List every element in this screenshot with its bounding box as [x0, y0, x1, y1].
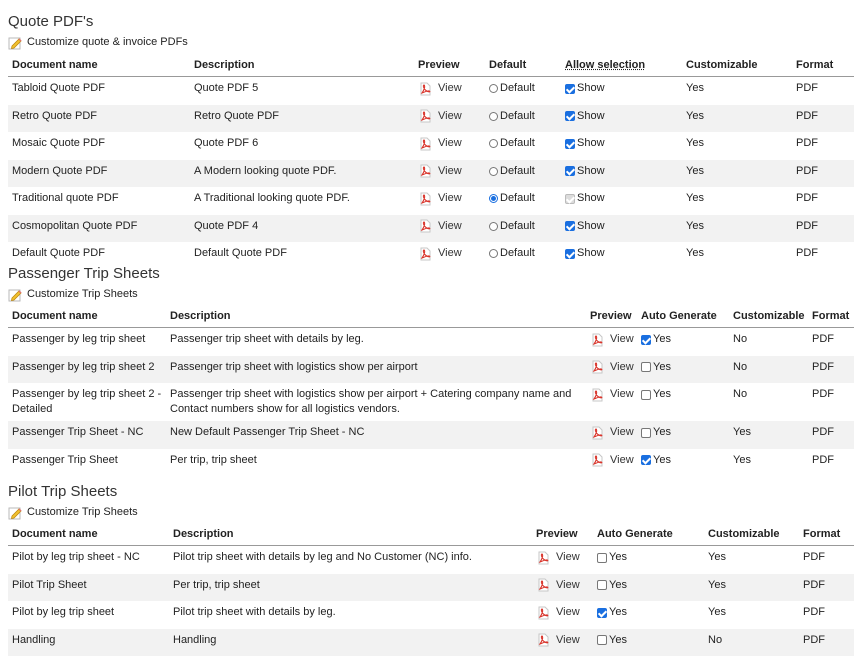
- table-row: [8, 105, 854, 133]
- format: PDF: [799, 574, 854, 602]
- customize-pilot-link[interactable]: [8, 504, 854, 521]
- auto-generate-cell: [593, 546, 704, 574]
- preview-cell: [414, 105, 485, 133]
- col-format: Format: [792, 54, 854, 77]
- allow-selection-header[interactable]: Allow selection: [565, 59, 645, 71]
- table-row: [8, 383, 854, 421]
- view-pdf-link[interactable]: [536, 633, 580, 648]
- description: Retro Quote PDF: [190, 105, 414, 133]
- description: Handling: [169, 629, 532, 656]
- auto-generate-checkbox[interactable]: [597, 633, 627, 648]
- pdf-icon: [536, 606, 550, 620]
- preview-cell: [414, 132, 485, 160]
- preview-cell: [532, 546, 593, 574]
- show-label: Show: [577, 191, 605, 206]
- passenger-title: Passenger Trip Sheets: [8, 264, 854, 284]
- view-label: View: [438, 164, 462, 179]
- col-preview: Preview: [414, 54, 485, 77]
- format: PDF: [808, 383, 854, 421]
- pilot-trip-sheets-section: [8, 482, 854, 656]
- show-checkbox[interactable]: [565, 136, 605, 151]
- preview-cell: [414, 187, 485, 215]
- checkbox-icon: [565, 249, 575, 259]
- document-name: Passenger Trip Sheet - NC: [8, 421, 166, 449]
- description: Per trip, trip sheet: [169, 574, 532, 602]
- col-description: Description: [190, 54, 414, 77]
- view-pdf-link[interactable]: [590, 387, 634, 402]
- customizable: Yes: [682, 215, 792, 243]
- auto-generate-label: Yes: [609, 578, 627, 593]
- allow-selection-cell: [561, 160, 682, 188]
- default-radio[interactable]: [489, 219, 535, 234]
- preview-cell: [586, 356, 637, 384]
- pdf-icon: [590, 453, 604, 467]
- col-customizable: Customizable: [682, 54, 792, 77]
- quote-pdfs-title: Quote PDF's: [8, 12, 854, 32]
- format: PDF: [792, 160, 854, 188]
- checkbox-icon: [565, 111, 575, 121]
- auto-generate-label: Yes: [653, 387, 671, 402]
- document-name: Cosmopolitan Quote PDF: [8, 215, 190, 243]
- auto-generate-cell: [637, 449, 729, 477]
- default-label: Default: [500, 164, 535, 179]
- view-pdf-link[interactable]: [418, 164, 462, 179]
- checkbox-icon: [597, 580, 607, 590]
- view-pdf-link[interactable]: [590, 332, 634, 347]
- checkbox-icon: [565, 194, 575, 204]
- customize-passenger-link[interactable]: [8, 286, 854, 303]
- view-label: View: [610, 387, 634, 402]
- show-checkbox[interactable]: [565, 164, 605, 179]
- document-name: Pilot by leg trip sheet - NC: [8, 546, 169, 574]
- description: Default Quote PDF: [190, 242, 414, 270]
- col-description: Description: [166, 305, 586, 328]
- view-label: View: [610, 360, 634, 375]
- radio-icon: [489, 112, 498, 121]
- description: New Default Passenger Trip Sheet - NC: [166, 421, 586, 449]
- default-label: Default: [500, 136, 535, 151]
- col-document-name: Document name: [8, 54, 190, 77]
- checkbox-icon: [565, 166, 575, 176]
- preview-cell: [586, 383, 637, 421]
- auto-generate-label: Yes: [653, 425, 671, 440]
- default-cell: [485, 132, 561, 160]
- show-label: Show: [577, 219, 605, 234]
- allow-selection-cell: [561, 105, 682, 133]
- view-pdf-link[interactable]: [418, 81, 462, 96]
- auto-generate-checkbox[interactable]: [641, 332, 671, 347]
- preview-cell: [532, 601, 593, 629]
- allow-selection-cell: [561, 77, 682, 105]
- table-row: [8, 546, 854, 574]
- description: Passenger trip sheet with logistics show per airport + Catering company name and Contact numbers show for all logistics vendors.: [166, 383, 586, 421]
- view-label: View: [438, 246, 462, 261]
- customizable: Yes: [682, 187, 792, 215]
- checkbox-icon: [597, 608, 607, 618]
- auto-generate-label: Yes: [609, 633, 627, 648]
- auto-generate-label: Yes: [609, 550, 627, 565]
- default-cell: [485, 105, 561, 133]
- view-label: View: [438, 136, 462, 151]
- view-label: View: [610, 453, 634, 468]
- default-label: Default: [500, 81, 535, 96]
- description: Quote PDF 6: [190, 132, 414, 160]
- show-label: Show: [577, 136, 605, 151]
- default-radio[interactable]: [489, 136, 535, 151]
- table-row: [8, 328, 854, 356]
- customizable: No: [729, 356, 808, 384]
- customizable: No: [729, 328, 808, 356]
- pdf-icon: [536, 633, 550, 647]
- description: Passenger trip sheet with details by leg.: [166, 328, 586, 356]
- customize-passenger-label: Customize Trip Sheets: [27, 286, 138, 303]
- allow-selection-cell: [561, 132, 682, 160]
- allow-selection-cell: [561, 215, 682, 243]
- format: PDF: [792, 77, 854, 105]
- table-row: [8, 574, 854, 602]
- col-format: Format: [808, 305, 854, 328]
- allow-selection-cell: [561, 187, 682, 215]
- description: Quote PDF 5: [190, 77, 414, 105]
- default-radio[interactable]: [489, 191, 535, 206]
- preview-cell: [532, 629, 593, 656]
- table-row: [8, 187, 854, 215]
- view-pdf-link[interactable]: [418, 246, 462, 261]
- auto-generate-label: Yes: [653, 453, 671, 468]
- view-pdf-link[interactable]: [590, 360, 634, 375]
- col-auto-generate: Auto Generate: [593, 523, 704, 546]
- checkbox-icon: [641, 390, 651, 400]
- customizable: Yes: [682, 242, 792, 270]
- table-row: [8, 215, 854, 243]
- pdf-icon: [418, 137, 432, 151]
- radio-icon: [489, 249, 498, 258]
- view-pdf-link[interactable]: [536, 550, 580, 565]
- quote-pdfs-table: [8, 54, 854, 270]
- table-row: [8, 601, 854, 629]
- default-label: Default: [500, 109, 535, 124]
- table-row: [8, 160, 854, 188]
- view-label: View: [556, 550, 580, 565]
- default-label: Default: [500, 219, 535, 234]
- col-format: Format: [799, 523, 854, 546]
- default-cell: [485, 215, 561, 243]
- col-description: Description: [169, 523, 532, 546]
- preview-cell: [414, 215, 485, 243]
- description: A Traditional looking quote PDF.: [190, 187, 414, 215]
- pdf-icon: [536, 578, 550, 592]
- customizable: Yes: [729, 449, 808, 477]
- customizable: Yes: [704, 574, 799, 602]
- format: PDF: [799, 546, 854, 574]
- document-name: Passenger by leg trip sheet 2 - Detailed: [8, 383, 166, 421]
- preview-cell: [586, 449, 637, 477]
- auto-generate-cell: [637, 383, 729, 421]
- customizable: Yes: [704, 601, 799, 629]
- format: PDF: [792, 105, 854, 133]
- show-checkbox[interactable]: [565, 219, 605, 234]
- pdf-icon: [418, 219, 432, 233]
- preview-cell: [414, 160, 485, 188]
- auto-generate-cell: [637, 328, 729, 356]
- document-name: Pilot Trip Sheet: [8, 574, 169, 602]
- col-customizable: Customizable: [704, 523, 799, 546]
- auto-generate-label: Yes: [653, 332, 671, 347]
- format: PDF: [808, 356, 854, 384]
- description: Per trip, trip sheet: [166, 449, 586, 477]
- table-row: [8, 629, 854, 656]
- pdf-icon: [590, 426, 604, 440]
- checkbox-icon: [565, 84, 575, 94]
- pdf-icon: [590, 388, 604, 402]
- pdf-icon: [536, 551, 550, 565]
- format: PDF: [808, 421, 854, 449]
- description: Pilot trip sheet with details by leg.: [169, 601, 532, 629]
- passenger-header-row: [8, 305, 854, 328]
- pdf-icon: [418, 247, 432, 261]
- format: PDF: [808, 328, 854, 356]
- passenger-table: [8, 305, 854, 476]
- radio-icon: [489, 167, 498, 176]
- auto-generate-label: Yes: [609, 605, 627, 620]
- quote-header-row: [8, 54, 854, 77]
- auto-generate-cell: [593, 629, 704, 656]
- document-name: Mosaic Quote PDF: [8, 132, 190, 160]
- col-document-name: Document name: [8, 305, 166, 328]
- description: A Modern looking quote PDF.: [190, 160, 414, 188]
- auto-generate-checkbox[interactable]: [641, 360, 671, 375]
- pdf-icon: [590, 360, 604, 374]
- show-checkbox[interactable]: [565, 246, 605, 261]
- view-label: View: [556, 633, 580, 648]
- view-pdf-link[interactable]: [418, 219, 462, 234]
- table-row: [8, 449, 854, 477]
- show-label: Show: [577, 81, 605, 96]
- customizable: Yes: [682, 77, 792, 105]
- view-pdf-link[interactable]: [590, 453, 634, 468]
- col-default: Default: [485, 54, 561, 77]
- format: PDF: [792, 215, 854, 243]
- preview-cell: [414, 77, 485, 105]
- format: PDF: [799, 601, 854, 629]
- customize-quote-link[interactable]: [8, 34, 854, 51]
- default-label: Default: [500, 191, 535, 206]
- view-pdf-link[interactable]: [418, 191, 462, 206]
- col-preview: Preview: [586, 305, 637, 328]
- document-name: Tabloid Quote PDF: [8, 77, 190, 105]
- pilot-title: Pilot Trip Sheets: [8, 482, 854, 502]
- show-label: Show: [577, 246, 605, 261]
- description: Quote PDF 4: [190, 215, 414, 243]
- checkbox-icon: [597, 553, 607, 563]
- view-pdf-link[interactable]: [418, 109, 462, 124]
- pdf-icon: [418, 164, 432, 178]
- show-label: Show: [577, 109, 605, 124]
- view-label: View: [610, 425, 634, 440]
- auto-generate-checkbox[interactable]: [641, 425, 671, 440]
- customizable: Yes: [682, 105, 792, 133]
- description: Pilot trip sheet with details by leg and No Customer (NC) info.: [169, 546, 532, 574]
- auto-generate-checkbox[interactable]: [597, 550, 627, 565]
- customizable: Yes: [704, 546, 799, 574]
- view-pdf-link[interactable]: [536, 578, 580, 593]
- auto-generate-checkbox[interactable]: [641, 453, 671, 468]
- default-label: Default: [500, 246, 535, 261]
- format: PDF: [792, 187, 854, 215]
- document-name: Handling: [8, 629, 169, 656]
- customizable: Yes: [682, 132, 792, 160]
- quote-pdfs-section: [8, 12, 854, 270]
- table-row: [8, 356, 854, 384]
- pencil-icon: [8, 288, 22, 302]
- view-label: View: [438, 219, 462, 234]
- radio-icon: [489, 194, 498, 203]
- show-checkbox: [565, 191, 605, 206]
- radio-icon: [489, 222, 498, 231]
- auto-generate-checkbox[interactable]: [597, 578, 627, 593]
- auto-generate-checkbox[interactable]: [641, 387, 671, 402]
- checkbox-icon: [641, 428, 651, 438]
- preview-cell: [586, 328, 637, 356]
- preview-cell: [586, 421, 637, 449]
- default-radio[interactable]: [489, 246, 535, 261]
- document-name: Retro Quote PDF: [8, 105, 190, 133]
- radio-icon: [489, 139, 498, 148]
- document-name: Traditional quote PDF: [8, 187, 190, 215]
- document-name: Pilot by leg trip sheet: [8, 601, 169, 629]
- col-document-name: Document name: [8, 523, 169, 546]
- view-pdf-link[interactable]: [590, 425, 634, 440]
- pilot-header-row: [8, 523, 854, 546]
- pencil-icon: [8, 506, 22, 520]
- col-allow-selection: [561, 54, 682, 77]
- auto-generate-label: Yes: [653, 360, 671, 375]
- document-name: Default Quote PDF: [8, 242, 190, 270]
- view-label: View: [438, 81, 462, 96]
- customizable: No: [729, 383, 808, 421]
- radio-icon: [489, 84, 498, 93]
- auto-generate-cell: [593, 601, 704, 629]
- view-pdf-link[interactable]: [536, 605, 580, 620]
- pilot-table: [8, 523, 854, 656]
- view-label: View: [438, 109, 462, 124]
- pdf-icon: [418, 82, 432, 96]
- default-radio[interactable]: [489, 81, 535, 96]
- format: PDF: [792, 132, 854, 160]
- format: PDF: [808, 449, 854, 477]
- customizable: Yes: [729, 421, 808, 449]
- table-row: [8, 77, 854, 105]
- format: PDF: [792, 242, 854, 270]
- default-radio[interactable]: [489, 164, 535, 179]
- col-preview: Preview: [532, 523, 593, 546]
- show-label: Show: [577, 164, 605, 179]
- pdf-icon: [590, 333, 604, 347]
- customize-quote-label: Customize quote & invoice PDFs: [27, 34, 188, 51]
- checkbox-icon: [641, 335, 651, 345]
- show-checkbox[interactable]: [565, 109, 605, 124]
- view-label: View: [610, 332, 634, 347]
- document-name: Passenger by leg trip sheet: [8, 328, 166, 356]
- table-row: [8, 132, 854, 160]
- default-radio[interactable]: [489, 109, 535, 124]
- format: PDF: [799, 629, 854, 656]
- preview-cell: [532, 574, 593, 602]
- pdf-icon: [418, 192, 432, 206]
- document-name: Passenger Trip Sheet: [8, 449, 166, 477]
- checkbox-icon: [641, 362, 651, 372]
- view-label: View: [556, 578, 580, 593]
- auto-generate-cell: [637, 356, 729, 384]
- default-cell: [485, 160, 561, 188]
- col-customizable: Customizable: [729, 305, 808, 328]
- passenger-trip-sheets-section: [8, 264, 854, 476]
- checkbox-icon: [641, 455, 651, 465]
- view-label: View: [438, 191, 462, 206]
- default-cell: [485, 77, 561, 105]
- customizable: Yes: [682, 160, 792, 188]
- view-pdf-link[interactable]: [418, 136, 462, 151]
- checkbox-icon: [597, 635, 607, 645]
- table-row: [8, 421, 854, 449]
- auto-generate-checkbox[interactable]: [597, 605, 627, 620]
- document-name: Modern Quote PDF: [8, 160, 190, 188]
- description: Passenger trip sheet with logistics show per airport: [166, 356, 586, 384]
- default-cell: [485, 187, 561, 215]
- show-checkbox[interactable]: [565, 81, 605, 96]
- checkbox-icon: [565, 221, 575, 231]
- document-name: Passenger by leg trip sheet 2: [8, 356, 166, 384]
- customizable: No: [704, 629, 799, 656]
- auto-generate-cell: [593, 574, 704, 602]
- view-label: View: [556, 605, 580, 620]
- pencil-icon: [8, 36, 22, 50]
- auto-generate-cell: [637, 421, 729, 449]
- checkbox-icon: [565, 139, 575, 149]
- col-auto-generate: Auto Generate: [637, 305, 729, 328]
- customize-pilot-label: Customize Trip Sheets: [27, 504, 138, 521]
- pdf-icon: [418, 109, 432, 123]
